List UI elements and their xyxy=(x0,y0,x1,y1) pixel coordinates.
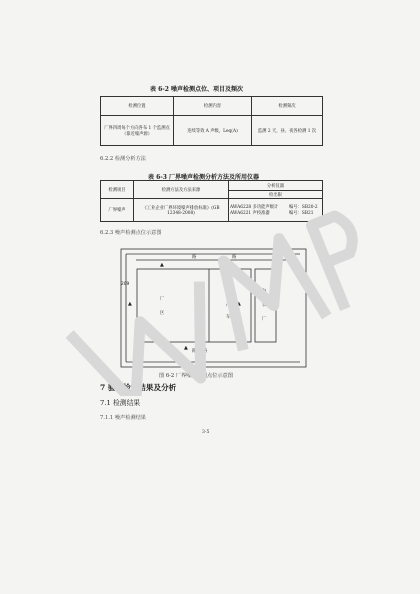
section-7-1-heading: 7.1 检测结果 xyxy=(100,399,141,407)
label-area-b: 车 xyxy=(226,315,231,320)
table-header-cell: 检测频次 xyxy=(252,97,323,116)
plant-boundary xyxy=(137,269,251,342)
instrument-line: AWA6228 多功能声级计 xyxy=(230,205,279,210)
monitoring-point-marker: ▲ xyxy=(160,262,164,268)
instrument-id: 编号：SB21 xyxy=(289,211,314,216)
table-header-cell: 分析仪器 xyxy=(229,181,323,191)
label-area-c: 公 xyxy=(262,303,267,308)
label-area-c: 办 xyxy=(262,289,267,294)
label-road-side: 209 xyxy=(121,282,130,287)
table-cell: 连续等效 A 声级，Leq(A) xyxy=(174,116,252,146)
page-number: 3-5 xyxy=(202,430,210,435)
instrument-line: AWA6221 声校准器 xyxy=(230,211,270,216)
label-road: 路 xyxy=(192,255,197,260)
table-header-cell: 检测方法及方法来源 xyxy=(134,181,229,199)
section-6-2-3-heading: 6.2.3 噪声检测点位示意图 xyxy=(100,230,162,236)
table-header-cell: 检测内容 xyxy=(174,97,252,116)
label-road: 路 xyxy=(192,349,197,354)
label-area-a: 区 xyxy=(160,311,165,316)
diagram-frame xyxy=(121,249,306,367)
section-6-2-2-heading: 6.2.2 检测分析方法 xyxy=(100,156,146,162)
instrument-id: 编号：SB20-2 xyxy=(289,205,318,210)
section-7-heading: 7 验收检测结果及分析 xyxy=(100,383,177,392)
table-header-cell: 检测项目 xyxy=(101,181,134,199)
label-area-c: 厂 xyxy=(262,317,267,322)
table-cell: 厂界四周每个方向各布 1 个监测点（靠近噪声源） xyxy=(101,116,174,146)
label-road: 路 xyxy=(232,255,237,260)
table-cell: 监测 2 天，昼、夜各检测 1 次 xyxy=(252,116,323,146)
table-6-3-caption: 表 6-3 厂界噪声检测分析方法及所用仪器 xyxy=(148,174,260,181)
label-area-a: 厂 xyxy=(160,297,165,302)
table-cell: 厂界噪声 xyxy=(101,199,134,222)
monitoring-point-marker: ▲ xyxy=(128,301,132,307)
label-area-b: 生 xyxy=(226,291,231,296)
table-cell: 《工业企业厂界环境噪声排放标准》(GB 12348-2008) xyxy=(134,199,229,222)
table-header-cell: 检测位置 xyxy=(101,97,174,116)
label-road: 路 xyxy=(203,349,208,354)
monitoring-point-marker: ▲ xyxy=(237,301,241,307)
monitoring-point-marker: ▲ xyxy=(184,345,188,351)
label-area-b: 产 xyxy=(226,303,231,308)
table-subheader-cell: 检出限 xyxy=(229,191,323,199)
section-7-1-1-heading: 7.1.1 噪声检测结果 xyxy=(100,415,146,421)
table-6-2-caption: 表 6-2 噪声检测点位、项目及频次 xyxy=(150,86,244,93)
figure-6-2-caption: 图 6-2 厂界噪声检测点位示意图 xyxy=(159,373,233,379)
